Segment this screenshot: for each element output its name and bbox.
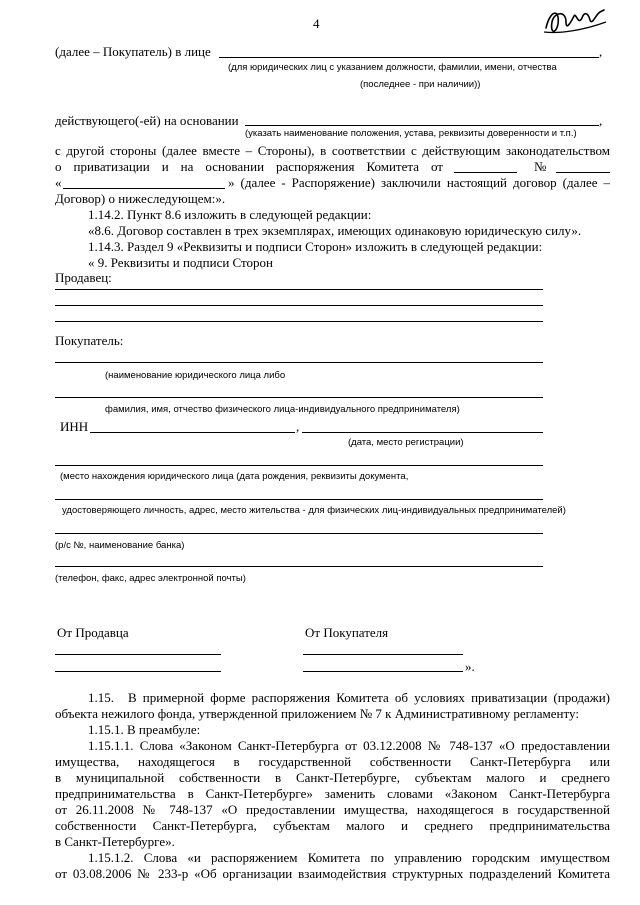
address-line bbox=[55, 465, 543, 466]
quote-open: « bbox=[55, 175, 62, 190]
from-seller-label: От Продавца bbox=[57, 625, 129, 640]
signature-mark bbox=[540, 4, 610, 40]
clause-1-15-1-1-line7: в Санкт-Петербурге». bbox=[55, 834, 175, 849]
comma: , bbox=[599, 44, 603, 59]
hint-position-line2: (последнее - при наличии)) bbox=[360, 79, 481, 90]
clause-1-14-2: 1.14.2. Пункт 8.6 изложить в следующей редакции: bbox=[88, 207, 372, 222]
seller-signature-line bbox=[55, 654, 221, 655]
seller-line bbox=[55, 305, 543, 306]
section-9-title: « 9. Реквизиты и подписи Сторон bbox=[88, 255, 274, 270]
hint-registration: (дата, место регистрации) bbox=[348, 437, 464, 448]
page-number: 4 bbox=[313, 16, 320, 31]
inn-label: ИНН bbox=[60, 419, 89, 434]
bank-line bbox=[55, 533, 543, 534]
hint-position-line1: (для юридических лиц с указанием должности, фамилии, имени, отчества bbox=[228, 62, 557, 73]
representative-line bbox=[219, 57, 599, 58]
agreement-line2: о приватизации и на основании распоряжения Комитета от bbox=[55, 159, 443, 174]
clause-1-15-1-1-line2: имущества, находящегося в государственной собственности Санкт-Петербурга или bbox=[55, 754, 610, 769]
hint-contacts: (телефон, факс, адрес электронной почты) bbox=[55, 573, 246, 584]
buyer-name-line bbox=[55, 397, 543, 398]
registration-line bbox=[302, 432, 543, 433]
seller-label: Продавец: bbox=[55, 270, 112, 285]
clause-1-15-1-1-line4: предпринимательства в Санкт-Петербурге» заменить словами «Законом Санкт-Петербурга bbox=[55, 786, 610, 801]
clause-1-15-1-1-line1: 1.15.1.1. Слова «Законом Санкт-Петербурга от 03.12.2008 № 748-137 «О предоставлении bbox=[88, 738, 610, 753]
closing-quote: ». bbox=[465, 659, 475, 674]
from-buyer-label: От Покупателя bbox=[305, 625, 389, 640]
basis-line bbox=[245, 125, 599, 126]
clause-1-15-1-1-line6: собственности Санкт-Петербурга, субъектам малого и среднего предпринимательства bbox=[55, 818, 610, 833]
clause-1-15-1-1-line3: в муниципальной собственности в Санкт-Петербурге, субъектам малого и среднего bbox=[55, 770, 610, 785]
buyer-intro-text: (далее – Покупатель) в лице bbox=[55, 44, 211, 59]
order-blank bbox=[63, 188, 225, 189]
clause-1-15-1: 1.15.1. В преамбуле: bbox=[88, 722, 201, 737]
clause-1-15-line1: В примерной форме распоряжения Комитета об условиях приватизации (продажи) bbox=[128, 690, 610, 705]
hint-address1: (место нахождения юридического лица (дата рождения, реквизиты документа, bbox=[60, 471, 409, 482]
hint-address2: удостоверяющего личность, адрес, место жительства - для физических лиц-индивидуальных предпринимателей) bbox=[62, 505, 566, 516]
buyer-signature-line bbox=[303, 671, 463, 672]
comma: , bbox=[599, 113, 603, 128]
agreement-line1: с другой стороны (далее вместе – Стороны), в соответствии с действующим законодательством bbox=[55, 143, 610, 158]
hint-buyer-name1: (наименование юридического лица либо bbox=[105, 370, 286, 381]
clause-1-15-line2: объекта нежилого фонда, утвержденной приложением № 7 к Административному регламенту: bbox=[55, 706, 579, 721]
buyer-name-line bbox=[55, 362, 543, 363]
clause-1-15-1-1-line5: от 26.11.2008 № 748-137 «О предоставлении имущества, находящегося в государственной bbox=[55, 802, 610, 817]
acting-basis-text: действующего(-ей) на основании bbox=[55, 113, 239, 128]
agreement-line3: » (далее - Распоряжение) заключили настоящий договор (далее – bbox=[228, 175, 610, 190]
contacts-line bbox=[55, 566, 543, 567]
hint-bank: (р/с №, наименование банка) bbox=[55, 540, 185, 551]
address-line bbox=[55, 499, 543, 500]
clause-1-15-1-2-line1: 1.15.1.2. Слова «и распоряжением Комитета по управлению городским имуществом bbox=[88, 850, 610, 865]
clause-1-15-1-2-line2: от 03.08.2006 № 233-р «Об организации взаимодействия структурных подразделений Комитета bbox=[55, 866, 610, 881]
clause-1-14-3: 1.14.3. Раздел 9 «Реквизиты и подписи Сторон» изложить в следующей редакции: bbox=[88, 239, 543, 254]
clause-8-6: «8.6. Договор составлен в трех экземплярах, имеющих одинаковую юридическую силу». bbox=[88, 223, 582, 238]
agreement-line4: Договор) о нижеследующем:». bbox=[55, 191, 226, 206]
number-sign: № bbox=[534, 159, 547, 174]
number-blank bbox=[556, 172, 610, 173]
seller-signature-line bbox=[55, 671, 221, 672]
hint-basis: (указать наименование положения, устава, реквизиты доверенности и т.п.) bbox=[245, 128, 577, 139]
buyer-label: Покупатель: bbox=[55, 333, 124, 348]
clause-1-15-number: 1.15. bbox=[88, 690, 114, 705]
hint-buyer-name2: фамилия, имя, отчество физического лица-индивидуального предпринимателя) bbox=[105, 404, 460, 415]
date-blank bbox=[454, 172, 517, 173]
buyer-signature-line bbox=[303, 654, 463, 655]
seller-line bbox=[55, 321, 543, 322]
seller-line bbox=[55, 289, 543, 290]
comma: , bbox=[296, 419, 300, 434]
inn-line bbox=[90, 432, 295, 433]
